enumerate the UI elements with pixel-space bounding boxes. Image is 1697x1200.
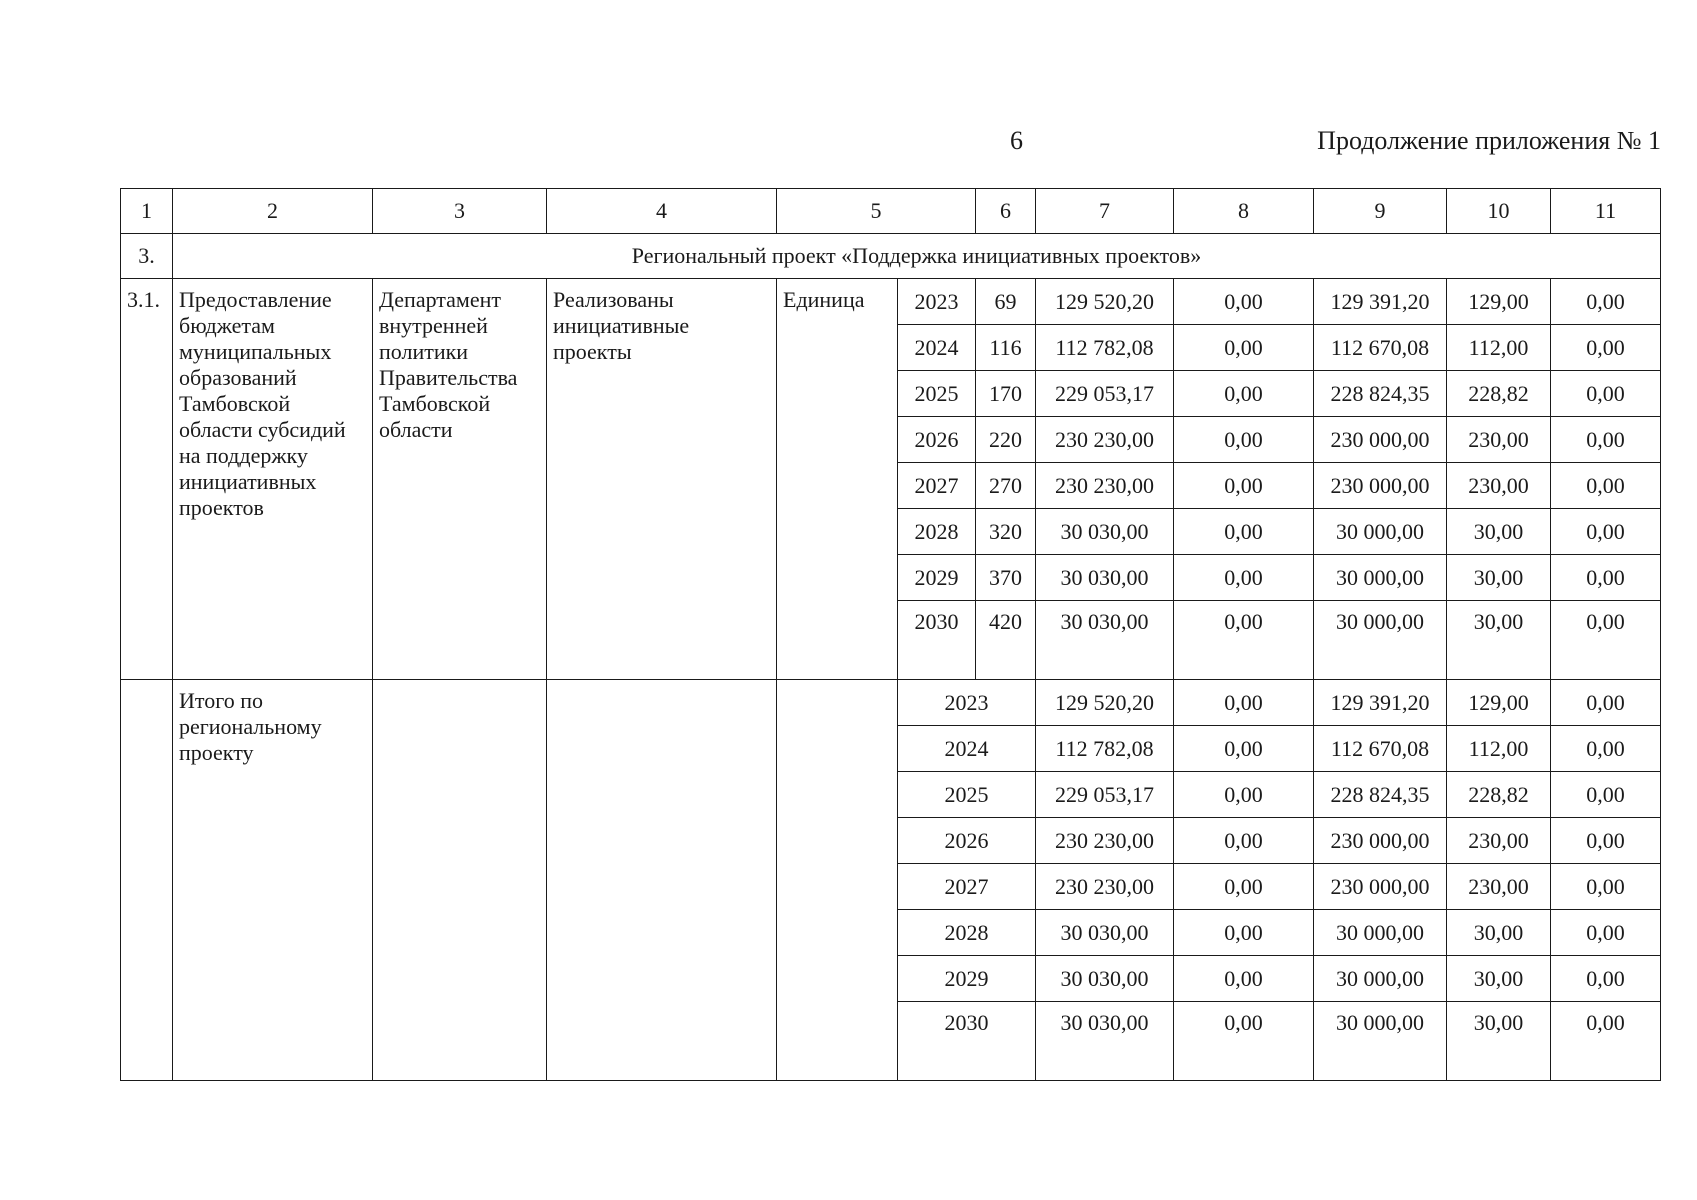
- col8-cell: 0,00: [1174, 864, 1314, 910]
- value-cell: 69: [976, 279, 1036, 325]
- header-cell-11: 11: [1551, 189, 1661, 234]
- col7-cell: 129 520,20: [1036, 680, 1174, 726]
- col10-cell: 30,00: [1447, 555, 1551, 601]
- col11-cell: 0,00: [1551, 956, 1661, 1002]
- header-cell-1: 1: [121, 189, 173, 234]
- col7-cell: 30 030,00: [1036, 956, 1174, 1002]
- col7-cell: 112 782,08: [1036, 325, 1174, 371]
- col9-cell: 30 000,00: [1314, 1002, 1447, 1081]
- col10-cell: 30,00: [1447, 956, 1551, 1002]
- data-table: [120, 188, 1661, 1081]
- year-cell: 2025: [898, 772, 1036, 818]
- col8-cell: 0,00: [1174, 601, 1314, 680]
- col7-cell: 229 053,17: [1036, 772, 1174, 818]
- year-cell: 2029: [898, 555, 976, 601]
- page-number: 6: [1010, 126, 1023, 155]
- header-cell-7: 7: [1036, 189, 1174, 234]
- item-department: Департамент внутренней политики Правительства Тамбовской области: [373, 279, 547, 680]
- header-cell-2: 2: [173, 189, 373, 234]
- col8-cell: 0,00: [1174, 417, 1314, 463]
- col10-cell: 230,00: [1447, 417, 1551, 463]
- col10-cell: 129,00: [1447, 279, 1551, 325]
- appendix-note: Продолжение приложения № 1: [1317, 126, 1661, 155]
- col10-cell: 228,82: [1447, 772, 1551, 818]
- value-cell: 370: [976, 555, 1036, 601]
- col10-cell: 112,00: [1447, 325, 1551, 371]
- col10-cell: 30,00: [1447, 509, 1551, 555]
- year-cell: 2030: [898, 601, 976, 680]
- year-cell: 2028: [898, 509, 976, 555]
- year-cell: 2026: [898, 417, 976, 463]
- col11-cell: 0,00: [1551, 864, 1661, 910]
- item-unit: Единица: [777, 279, 898, 680]
- col11-cell: 0,00: [1551, 325, 1661, 371]
- col8-cell: 0,00: [1174, 680, 1314, 726]
- col8-cell: 0,00: [1174, 910, 1314, 956]
- section-number: 3.: [121, 234, 173, 279]
- item-number: 3.1.: [121, 279, 173, 680]
- col10-cell: 30,00: [1447, 1002, 1551, 1081]
- col8-cell: 0,00: [1174, 325, 1314, 371]
- col11-cell: 0,00: [1551, 1002, 1661, 1081]
- year-cell: 2030: [898, 1002, 1036, 1081]
- col8-cell: 0,00: [1174, 772, 1314, 818]
- col9-cell: 112 670,08: [1314, 726, 1447, 772]
- col9-cell: 112 670,08: [1314, 325, 1447, 371]
- col10-cell: 230,00: [1447, 864, 1551, 910]
- col9-cell: 30 000,00: [1314, 910, 1447, 956]
- total-label: Итого по региональному проекту: [173, 680, 373, 1081]
- year-cell: 2028: [898, 910, 1036, 956]
- col10-cell: 230,00: [1447, 818, 1551, 864]
- header-cell-10: 10: [1447, 189, 1551, 234]
- col9-cell: 230 000,00: [1314, 864, 1447, 910]
- col11-cell: 0,00: [1551, 680, 1661, 726]
- col8-cell: 0,00: [1174, 1002, 1314, 1081]
- col9-cell: 230 000,00: [1314, 417, 1447, 463]
- year-cell: 2029: [898, 956, 1036, 1002]
- col7-cell: 30 030,00: [1036, 509, 1174, 555]
- header-cell-4: 4: [547, 189, 777, 234]
- col11-cell: 0,00: [1551, 509, 1661, 555]
- col10-cell: 230,00: [1447, 463, 1551, 509]
- col7-cell: 30 030,00: [1036, 1002, 1174, 1081]
- header-cell-6: 6: [976, 189, 1036, 234]
- col9-cell: 228 824,35: [1314, 772, 1447, 818]
- col9-cell: 230 000,00: [1314, 818, 1447, 864]
- col8-cell: 0,00: [1174, 279, 1314, 325]
- col7-cell: 129 520,20: [1036, 279, 1174, 325]
- col8-cell: 0,00: [1174, 463, 1314, 509]
- header-row: [121, 189, 1661, 234]
- table-row: [121, 279, 1661, 325]
- col9-cell: 30 000,00: [1314, 555, 1447, 601]
- col7-cell: 230 230,00: [1036, 417, 1174, 463]
- col8-cell: 0,00: [1174, 956, 1314, 1002]
- value-cell: 320: [976, 509, 1036, 555]
- value-cell: 220: [976, 417, 1036, 463]
- total-empty-3: [373, 680, 547, 1081]
- total-empty-5: [777, 680, 898, 1081]
- value-cell: 420: [976, 601, 1036, 680]
- col11-cell: 0,00: [1551, 818, 1661, 864]
- col7-cell: 30 030,00: [1036, 555, 1174, 601]
- total-body: [121, 680, 1661, 1081]
- year-cell: 2027: [898, 864, 1036, 910]
- col7-cell: 230 230,00: [1036, 864, 1174, 910]
- section-title: Региональный проект «Поддержка инициативных проектов»: [173, 234, 1661, 279]
- col10-cell: 129,00: [1447, 680, 1551, 726]
- col7-cell: 230 230,00: [1036, 818, 1174, 864]
- year-cell: 2025: [898, 371, 976, 417]
- year-cell: 2024: [898, 726, 1036, 772]
- item-indicator: Реализованы инициативные проекты: [547, 279, 777, 680]
- col9-cell: 30 000,00: [1314, 956, 1447, 1002]
- col10-cell: 112,00: [1447, 726, 1551, 772]
- col9-cell: 30 000,00: [1314, 509, 1447, 555]
- col10-cell: 30,00: [1447, 601, 1551, 680]
- col7-cell: 30 030,00: [1036, 601, 1174, 680]
- col8-cell: 0,00: [1174, 818, 1314, 864]
- header-cell-3: 3: [373, 189, 547, 234]
- col10-cell: 30,00: [1447, 910, 1551, 956]
- col9-cell: 230 000,00: [1314, 463, 1447, 509]
- item-description: Предоставление бюджетам муниципальных образований Тамбовской области субсидий на поддержку инициативных проектов: [173, 279, 373, 680]
- col11-cell: 0,00: [1551, 463, 1661, 509]
- header-cell-9: 9: [1314, 189, 1447, 234]
- col9-cell: 30 000,00: [1314, 601, 1447, 680]
- value-cell: 270: [976, 463, 1036, 509]
- col11-cell: 0,00: [1551, 910, 1661, 956]
- year-cell: 2027: [898, 463, 976, 509]
- col11-cell: 0,00: [1551, 772, 1661, 818]
- col11-cell: 0,00: [1551, 279, 1661, 325]
- value-cell: 170: [976, 371, 1036, 417]
- col7-cell: 30 030,00: [1036, 910, 1174, 956]
- year-cell: 2023: [898, 279, 976, 325]
- col8-cell: 0,00: [1174, 371, 1314, 417]
- col9-cell: 228 824,35: [1314, 371, 1447, 417]
- year-cell: 2023: [898, 680, 1036, 726]
- col11-cell: 0,00: [1551, 417, 1661, 463]
- total-empty-1: [121, 680, 173, 1081]
- col10-cell: 228,82: [1447, 371, 1551, 417]
- value-cell: 116: [976, 325, 1036, 371]
- item-body: [121, 279, 1661, 680]
- header-cell-8: 8: [1174, 189, 1314, 234]
- col8-cell: 0,00: [1174, 555, 1314, 601]
- col11-cell: 0,00: [1551, 601, 1661, 680]
- col7-cell: 112 782,08: [1036, 726, 1174, 772]
- col8-cell: 0,00: [1174, 509, 1314, 555]
- col11-cell: 0,00: [1551, 555, 1661, 601]
- section-row: [121, 234, 1661, 279]
- year-cell: 2026: [898, 818, 1036, 864]
- year-cell: 2024: [898, 325, 976, 371]
- col11-cell: 0,00: [1551, 726, 1661, 772]
- total-empty-4: [547, 680, 777, 1081]
- col7-cell: 230 230,00: [1036, 463, 1174, 509]
- col9-cell: 129 391,20: [1314, 680, 1447, 726]
- table-row: [121, 680, 1661, 726]
- col11-cell: 0,00: [1551, 371, 1661, 417]
- header-cell-5: 5: [777, 189, 976, 234]
- col7-cell: 229 053,17: [1036, 371, 1174, 417]
- col9-cell: 129 391,20: [1314, 279, 1447, 325]
- col8-cell: 0,00: [1174, 726, 1314, 772]
